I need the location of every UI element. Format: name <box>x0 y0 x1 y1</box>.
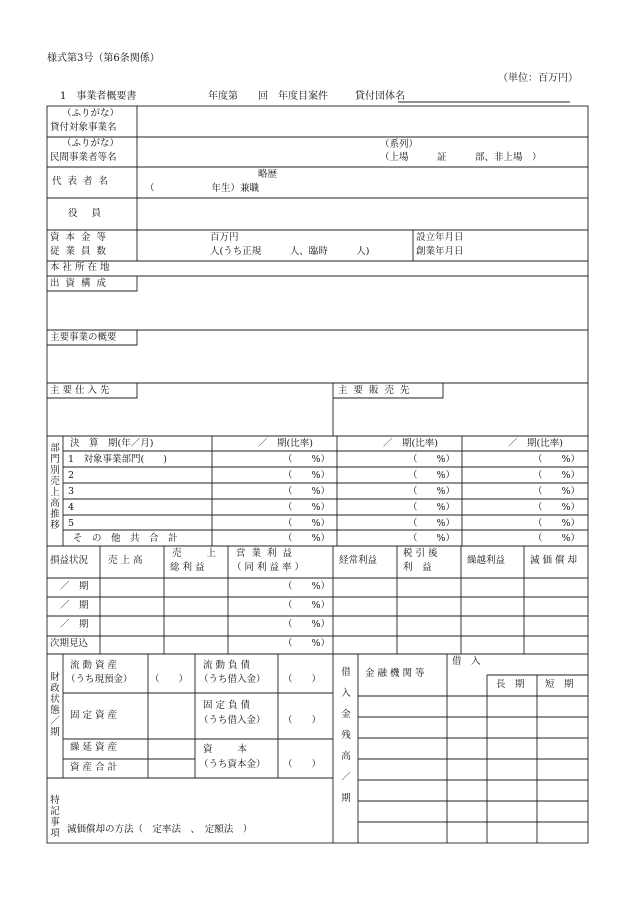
pl-pct: （ %） <box>283 581 331 592</box>
fixed-liab-loans: （うち借入金） <box>199 715 266 726</box>
furigana-label-2: （ふりがな） <box>62 138 120 149</box>
sales-pct: （ %） <box>408 533 456 544</box>
bs-paren: （ ） <box>283 759 322 770</box>
sales-pct: （ %） <box>408 518 456 529</box>
pl-period-1: ／ 期 <box>60 581 89 592</box>
pl-sales-label: 売上高 <box>108 555 146 566</box>
sales-row-total: そ の 他 共 合 計 <box>73 533 178 544</box>
birth-label: （ 年生）兼職 <box>145 183 260 194</box>
sales-pct: （ %） <box>408 486 456 497</box>
year-round-label: 年度第 回 年度目案件 <box>208 91 328 102</box>
depreciation-method: 減価償却の方法（ 定率法 、 定額法 ） <box>67 824 253 835</box>
pl-period-2: ／ 期 <box>60 600 89 611</box>
current-assets-cash: （うち現預金） <box>66 674 133 685</box>
capital-label-bs: 資 本 <box>203 744 250 755</box>
fixed-assets-label: 固定資産 <box>70 710 121 721</box>
pl-depreciation-label: 減価償却 <box>530 555 581 566</box>
sales-pct: （ %） <box>283 502 331 513</box>
pl-pct: （ %） <box>283 600 331 611</box>
representative-label: 代表者名 <box>52 176 115 187</box>
sales-col-header-2: ／ 期(比率) <box>383 438 438 449</box>
employee-detail: 人(うち正規 人、臨時 人) <box>210 246 370 257</box>
employees-label: 従業員数 <box>50 246 113 257</box>
career-label: 略歴 <box>258 169 278 180</box>
pl-next-label: 次期見込 <box>50 638 89 649</box>
current-assets-label: 流動資産 <box>70 660 121 671</box>
bs-paren: （ ） <box>283 715 322 726</box>
short-term-label: 短 期 <box>545 679 574 690</box>
sales-pct: （ %） <box>283 470 331 481</box>
sales-pct: （ %） <box>533 470 581 481</box>
founded-label: 創業年月日 <box>416 246 464 257</box>
sales-pct: （ %） <box>533 502 581 513</box>
long-term-label: 長 期 <box>496 679 525 690</box>
capital-stock-label: （うち資本金） <box>199 759 266 770</box>
sales-pct: （ %） <box>533 533 581 544</box>
sales-col-header-1: ／ 期(比率) <box>258 438 313 449</box>
loan-header: 借 入 <box>452 656 481 667</box>
deferred-assets-label: 繰延資産 <box>70 742 121 753</box>
head-office-label: 本社所在地 <box>50 262 113 273</box>
sales-row-5: 5 <box>68 518 75 529</box>
period-header: 決 算 期(年／月) <box>70 438 154 449</box>
sales-pct: （ %） <box>283 454 331 465</box>
sales-pct: （ %） <box>283 533 331 544</box>
sales-pct: （ %） <box>533 518 581 529</box>
bank-label: 金融機関等 <box>365 668 428 679</box>
capital-unit: 百万円 <box>210 232 239 243</box>
pl-net-label-2: 利 益 <box>403 562 432 573</box>
sales-pct: （ %） <box>533 454 581 465</box>
sales-pct: （ %） <box>408 470 456 481</box>
sales-side-label: 部門別売上高推移 <box>50 443 60 531</box>
sales-row-2: 2 <box>68 470 75 481</box>
main-business-label: 主要事業の概要 <box>50 332 117 343</box>
private-operator-label: 民間事業者等名 <box>50 152 117 163</box>
pl-op-label-2: （同利益率） <box>232 562 308 573</box>
unit-label: （単位：百万円） <box>498 73 578 84</box>
sales-pct: （ %） <box>283 486 331 497</box>
form-number: 様式第3号（第6条関係） <box>47 53 160 64</box>
pl-pct: （ %） <box>283 638 331 649</box>
established-label: 設立年月日 <box>416 232 464 243</box>
pl-status-label: 損益状況 <box>50 555 89 566</box>
sales-row-4: 4 <box>68 502 75 513</box>
loan-side-label: 借入金残高／期 <box>341 667 351 804</box>
capital-label: 資本金等 <box>50 232 113 243</box>
total-assets-label: 資産合計 <box>70 762 121 773</box>
listing-label: （上場 証 部、非上場 ） <box>380 152 542 163</box>
pl-pct: （ %） <box>283 619 331 630</box>
pl-ordinary-label: 経常利益 <box>339 555 378 566</box>
sales-col-header-3: ／ 期(比率) <box>508 438 563 449</box>
pl-gross-label-1: 売 上 <box>172 548 219 559</box>
sales-pct: （ %） <box>408 502 456 513</box>
fixed-liab-label: 固定負債 <box>203 700 254 711</box>
investment-label: 出資構成 <box>50 278 113 289</box>
suppliers-label: 主要仕入先 <box>50 385 113 396</box>
bs-paren: （ ） <box>283 674 322 685</box>
pl-period-3: ／ 期 <box>60 619 89 630</box>
current-liab-loans: （うち借入金） <box>199 674 266 685</box>
sales-pct: （ %） <box>408 454 456 465</box>
lender-label: 貸付団体名 <box>355 91 405 102</box>
current-liab-label: 流動負債 <box>203 660 254 671</box>
pl-gross-label-2: 総利益 <box>170 562 208 573</box>
notes-side-label: 特記事項 <box>50 795 60 839</box>
affiliation-label: （系列） <box>380 139 419 150</box>
bs-side-label: 財政状態／期 <box>50 672 60 738</box>
officers-label: 役員 <box>68 208 116 219</box>
section-title: 1 事業者概要書 <box>60 91 137 102</box>
bs-paren: （ ） <box>150 674 189 685</box>
sales-pct: （ %） <box>533 486 581 497</box>
pl-retained-label: 繰越利益 <box>467 555 506 566</box>
target-business-label: 貸付対象事業名 <box>50 122 117 133</box>
furigana-label-1: （ふりがな） <box>62 108 120 119</box>
customers-label: 主要販売先 <box>338 385 416 396</box>
sales-pct: （ %） <box>283 518 331 529</box>
pl-net-label-1: 税引後 <box>403 548 441 559</box>
sales-row-3: 3 <box>68 486 75 497</box>
sales-row-1: 1 対象事業部門( ) <box>68 454 167 465</box>
pl-op-label-1: 営業利益 <box>236 548 299 559</box>
